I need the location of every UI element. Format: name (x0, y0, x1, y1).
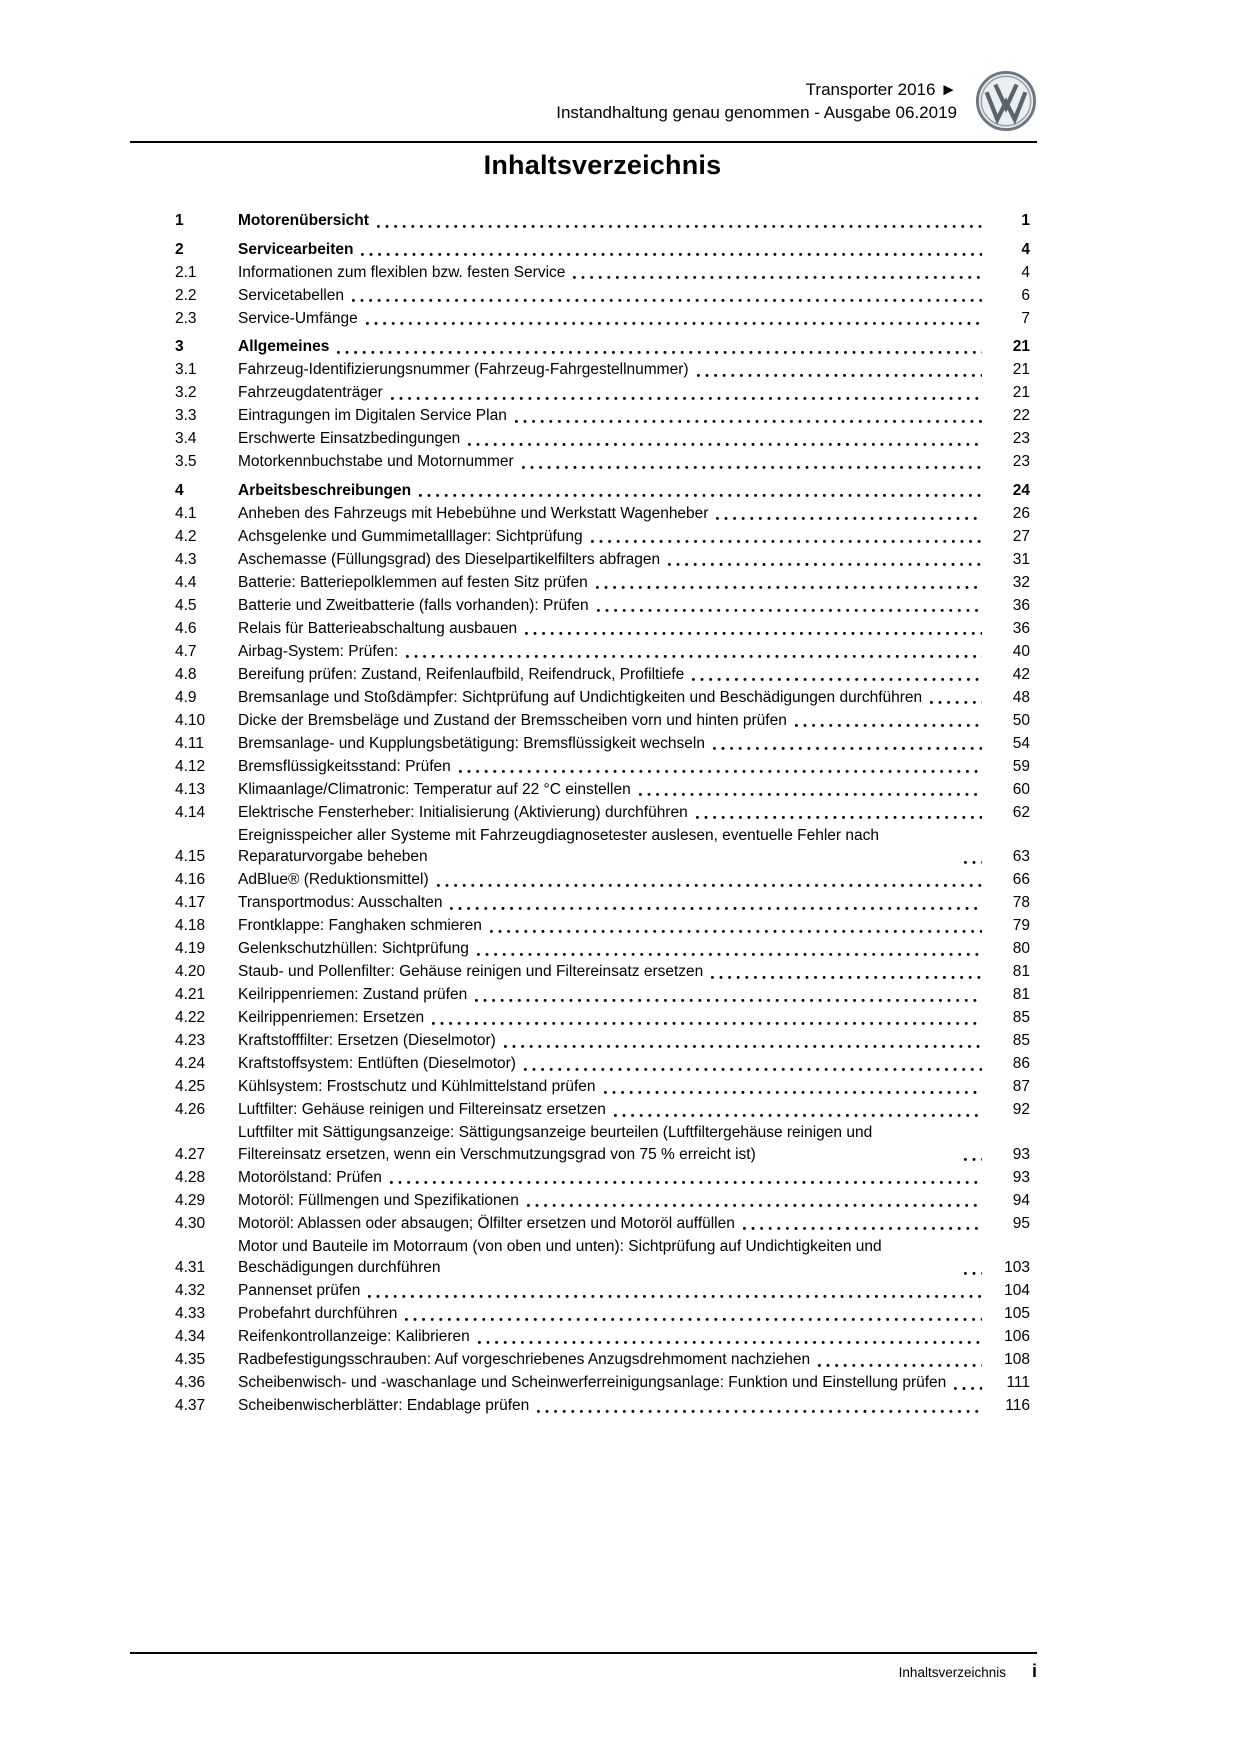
header-model: Transporter 2016 ► (805, 80, 957, 99)
document-header (130, 70, 1037, 132)
toc-row (175, 262, 1030, 284)
toc-entry-page: 104 (1004, 1282, 1030, 1299)
toc-leader-dots (795, 724, 982, 727)
toc-row (175, 428, 1030, 450)
toc-entry-page: 42 (1012, 665, 1030, 683)
toc-entry-title: Bremsflüssigkeitsstand: Prüfen (238, 757, 451, 775)
toc-entry-page: 31 (1012, 550, 1030, 568)
toc-entry-title: Motoröl: Füllmengen und Spezifikationen (238, 1191, 519, 1209)
toc-entry-number: 4.18 (175, 917, 206, 934)
toc-entry-number: 4.30 (175, 1214, 206, 1232)
toc-entry-title: Bereifung prüfen: Zustand, Reifenlaufbild, Reifendruck, Profiltiefe (238, 665, 685, 683)
header-subtitle: Instandhaltung genau genommen - Ausgabe 06.2019 (556, 103, 957, 122)
toc-row (175, 285, 1030, 307)
toc-entry-number: 4.7 (175, 642, 197, 660)
toc-entry-number: 4.8 (175, 665, 197, 683)
toc-row (175, 1326, 1030, 1348)
toc-entry-title: AdBlue® (Reduktionsmittel) (238, 871, 429, 888)
toc-row (175, 405, 1030, 427)
toc-entry-title: Dicke der Bremsbeläge und Zustand der Bremsscheiben vorn und hinten prüfen (238, 711, 787, 729)
toc-entry-page: 93 (1012, 1168, 1030, 1186)
toc-leader-dots (525, 632, 982, 635)
toc-entry-title: Luftfilter: Gehäuse reinigen und Filtereinsatz ersetzen (238, 1101, 606, 1118)
toc-entry-page: 108 (1004, 1351, 1030, 1368)
toc-entry-title: Informationen zum flexiblen bzw. festen Service (238, 263, 566, 281)
toc-leader-dots (573, 276, 982, 279)
toc-entry-title: Keilrippenriemen: Ersetzen (238, 1009, 425, 1026)
toc-entry-title: Luftfilter mit Sättigungsanzeige: Sättigungsanzeige beurteilen (Luftfiltergehäuse reinigen und Filtereinsatz ersetzen, wenn ein Verschmutzungsgrad von 75 % erreicht ist) (238, 1124, 873, 1163)
toc-row (175, 1280, 1030, 1302)
toc-entry-page: 87 (1012, 1078, 1030, 1095)
toc-leader-dots (361, 253, 982, 256)
toc-leader-dots (515, 420, 982, 423)
toc-leader-dots (711, 976, 982, 979)
toc-entry-number: 4.5 (175, 596, 197, 614)
toc-leader-dots (475, 999, 982, 1002)
toc-entry-page: 59 (1012, 757, 1030, 775)
toc-entry-page: 93 (1012, 1145, 1030, 1163)
toc-entry-number: 4.15 (175, 848, 206, 865)
toc-entry-number: 4.16 (175, 871, 206, 888)
toc-leader-dots (537, 1410, 982, 1413)
toc-entry-page: 7 (1021, 309, 1030, 327)
toc-entry-number: 4.22 (175, 1009, 206, 1026)
toc-entry-title: Motorenübersicht (238, 212, 369, 229)
toc-row (175, 1122, 1030, 1165)
toc-entry-number: 4.17 (175, 894, 206, 911)
toc-entry-number: 4.25 (175, 1078, 206, 1095)
toc-entry-page: 4 (1021, 263, 1030, 281)
toc-entry-title: Servicetabellen (238, 286, 344, 304)
toc-row (175, 710, 1030, 732)
toc-entry-page: 24 (1012, 481, 1030, 499)
toc-entry-title: Kraftstoffsystem: Entlüften (Dieselmotor) (238, 1055, 516, 1072)
toc-leader-dots (522, 466, 982, 469)
toc-entry-title: Eintragungen im Digitalen Service Plan (238, 407, 507, 424)
toc-entry-page: 80 (1012, 940, 1030, 957)
toc-row (175, 938, 1030, 960)
toc-entry-number: 4.21 (175, 986, 206, 1003)
toc-leader-dots (468, 443, 982, 446)
toc-entry-number: 4.6 (175, 619, 197, 637)
toc-row (175, 503, 1030, 525)
toc-entry-number: 4.32 (175, 1282, 206, 1299)
toc-entry-page: 111 (1006, 1374, 1030, 1391)
toc-entry-title: Service-Umfänge (238, 309, 358, 327)
toc-entry-number: 3.2 (175, 384, 197, 401)
toc-row (175, 1213, 1030, 1235)
toc-entry-page: 86 (1012, 1055, 1030, 1072)
toc-entry-number: 4.10 (175, 711, 206, 729)
toc-leader-dots (477, 953, 982, 956)
toc-entry-page: 40 (1012, 642, 1030, 660)
toc-list (175, 203, 1030, 1418)
toc-entry-page: 106 (1004, 1328, 1030, 1345)
toc-entry-number: 4.9 (175, 688, 197, 706)
toc-entry-number: 4.19 (175, 940, 206, 957)
toc-entry-page: 36 (1012, 619, 1030, 637)
toc-entry-title: Batterie und Zweitbatterie (falls vorhanden): Prüfen (238, 596, 589, 614)
toc-leader-dots (697, 374, 982, 377)
toc-row (175, 239, 1030, 261)
toc-entry-page: 60 (1012, 780, 1030, 798)
toc-entry-title: Gelenkschutzhüllen: Sichtprüfung (238, 940, 469, 957)
toc-entry-page: 62 (1012, 803, 1030, 821)
toc-row (175, 1030, 1030, 1052)
toc-entry-number: 4.33 (175, 1305, 206, 1322)
toc-leader-dots (716, 517, 982, 520)
toc-leader-dots (604, 1091, 982, 1094)
toc-entry-page: 103 (1004, 1259, 1030, 1276)
toc-entry-number: 4.11 (175, 734, 205, 752)
toc-entry-number: 2 (175, 240, 184, 258)
toc-entry-page: 27 (1012, 527, 1030, 545)
toc-entry-page: 92 (1012, 1101, 1030, 1118)
toc-entry-page: 81 (1012, 963, 1030, 980)
toc-row (175, 1190, 1030, 1212)
toc-row (175, 733, 1030, 755)
toc-entry-number: 4.31 (175, 1259, 206, 1276)
toc-leader-dots (692, 678, 982, 681)
toc-entry-page: 54 (1012, 734, 1030, 752)
toc-entry-page: 116 (1005, 1397, 1030, 1414)
toc-entry-title: Probefahrt durchführen (238, 1305, 398, 1322)
toc-entry-number: 4.26 (175, 1101, 206, 1118)
toc-entry-number: 4.29 (175, 1191, 206, 1209)
toc-row (175, 210, 1030, 232)
toc-entry-page: 22 (1012, 407, 1030, 424)
toc-leader-dots (639, 793, 982, 796)
toc-entry-number: 4.24 (175, 1055, 206, 1072)
toc-leader-dots (459, 770, 982, 773)
toc-entry-title: Arbeitsbeschreibungen (238, 481, 412, 499)
header-divider (130, 141, 1037, 143)
toc-row (175, 572, 1030, 594)
toc-entry-number: 4.36 (175, 1374, 206, 1391)
toc-entry-page: 32 (1012, 573, 1030, 591)
toc-entry-page: 66 (1012, 871, 1030, 888)
toc-leader-dots (478, 1341, 982, 1344)
toc-entry-title: Airbag-System: Prüfen: (238, 642, 399, 660)
toc-entry-title: Keilrippenriemen: Zustand prüfen (238, 986, 468, 1003)
toc-entry-number: 4.34 (175, 1328, 206, 1345)
page-title: Inhaltsverzeichnis (483, 150, 722, 180)
toc-entry-title: Scheibenwischerblätter: Endablage prüfen (238, 1397, 530, 1414)
toc-row (175, 984, 1030, 1006)
toc-leader-dots (504, 1045, 982, 1048)
toc-entry-title: Kraftstofffilter: Ersetzen (Dieselmotor) (238, 1032, 496, 1049)
toc-row (175, 1303, 1030, 1325)
toc-leader-dots (419, 494, 982, 497)
toc-entry-page: 26 (1012, 504, 1030, 522)
toc-entry-title: Klimaanlage/Climatronic: Temperatur auf 22 °C einstellen (238, 780, 631, 798)
toc-leader-dots (964, 1272, 982, 1275)
toc-entry-page: 1 (1021, 212, 1030, 229)
document-footer (130, 1661, 1037, 1682)
toc-row (175, 641, 1030, 663)
toc-row (175, 915, 1030, 937)
footer-label: Inhaltsverzeichnis (898, 1665, 1006, 1680)
toc-row (175, 869, 1030, 891)
toc-entry-number: 2.3 (175, 309, 197, 327)
toc-leader-dots (964, 1158, 982, 1161)
toc-row (175, 595, 1030, 617)
toc-entry-title: Servicearbeiten (238, 240, 354, 258)
toc-row (175, 1007, 1030, 1029)
toc-entry-title: Pannenset prüfen (238, 1282, 361, 1299)
toc-entry-number: 4.23 (175, 1032, 206, 1049)
toc-row (175, 549, 1030, 571)
toc-row (175, 451, 1030, 473)
toc-leader-dots (390, 1181, 982, 1184)
toc-leader-dots (527, 1204, 982, 1207)
toc-leader-dots (366, 322, 982, 325)
toc-row (175, 1372, 1030, 1394)
header-text (556, 70, 957, 124)
toc-entry-title: Motor und Bauteile im Motorraum (von oben und unten): Sichtprüfung auf Undichtigkeiten und Beschädigungen durchführen (238, 1237, 882, 1276)
toc-entry-title: Reifenkontrollanzeige: Kalibrieren (238, 1328, 470, 1345)
toc-leader-dots (377, 225, 982, 228)
toc-row (175, 664, 1030, 686)
toc-entry-page: 23 (1012, 453, 1030, 470)
toc-leader-dots (368, 1295, 982, 1298)
vw-logo-icon (975, 70, 1037, 132)
toc-entry-title: Erschwerte Einsatzbedingungen (238, 430, 461, 447)
toc-leader-dots (591, 540, 982, 543)
toc-row (175, 961, 1030, 983)
toc-leader-dots (954, 1387, 982, 1390)
toc-entry-page: 23 (1012, 430, 1030, 447)
toc-leader-dots (337, 351, 982, 354)
toc-entry-title: Fahrzeug-Identifizierungsnummer (Fahrzeug-Fahrgestellnummer) (238, 361, 689, 378)
toc-row (175, 308, 1030, 330)
toc-entry-number: 4.14 (175, 803, 206, 821)
toc-row (175, 1236, 1030, 1279)
toc-entry-page: 79 (1012, 917, 1030, 934)
toc-row (175, 1076, 1030, 1098)
toc-entry-page: 63 (1012, 848, 1030, 865)
toc-leader-dots (490, 930, 982, 933)
toc-entry-page: 21 (1012, 361, 1030, 378)
toc-row (175, 382, 1030, 404)
toc-entry-page: 36 (1012, 596, 1030, 614)
toc-entry-number: 3.4 (175, 430, 197, 447)
toc-row (175, 1349, 1030, 1371)
toc-entry-title: Frontklappe: Fanghaken schmieren (238, 917, 482, 934)
toc-entry-page: 94 (1012, 1191, 1030, 1209)
toc-entry-title: Transportmodus: Ausschalten (238, 894, 443, 911)
toc-entry-number: 3.3 (175, 407, 197, 424)
toc-row (175, 1167, 1030, 1189)
toc-row (175, 1395, 1030, 1417)
toc-entry-page: 6 (1021, 286, 1030, 304)
toc-leader-dots (964, 861, 982, 864)
toc-entry-page: 4 (1021, 240, 1030, 258)
toc-leader-dots (614, 1114, 982, 1117)
toc-row (175, 756, 1030, 778)
toc-entry-title: Achsgelenke und Gummimetalllager: Sichtprüfung (238, 527, 583, 545)
toc-entry-number: 3.5 (175, 453, 197, 470)
toc-entry-number: 4.27 (175, 1145, 206, 1163)
toc-row (175, 779, 1030, 801)
toc-entry-page: 50 (1012, 711, 1030, 729)
toc-leader-dots (352, 299, 982, 302)
toc-row (175, 802, 1030, 824)
toc-leader-dots (668, 563, 982, 566)
toc-entry-page: 48 (1012, 688, 1030, 706)
toc-leader-dots (524, 1068, 982, 1071)
toc-row (175, 1099, 1030, 1121)
toc-entry-number: 4.35 (175, 1351, 206, 1368)
toc-entry-title: Aschemasse (Füllungsgrad) des Dieselpartikelfilters abfragen (238, 550, 661, 568)
toc-entry-number: 4.12 (175, 757, 206, 775)
toc-entry-title: Radbefestigungsschrauben: Auf vorgeschriebenes Anzugsdrehmoment nachziehen (238, 1351, 811, 1368)
toc-row (175, 1053, 1030, 1075)
toc-leader-dots (596, 586, 982, 589)
toc-row (175, 359, 1030, 381)
toc-entry-title: Relais für Batterieabschaltung ausbauen (238, 619, 518, 637)
toc-entry-number: 4.3 (175, 550, 197, 568)
toc-row (175, 892, 1030, 914)
toc-entry-title: Elektrische Fensterheber: Initialisierung (Aktivierung) durchführen (238, 803, 688, 821)
toc-entry-number: 4.4 (175, 573, 197, 591)
toc-row (175, 618, 1030, 640)
toc-leader-dots (432, 1022, 982, 1025)
toc-entry-number: 4 (175, 481, 184, 499)
toc-entry-number: 4.20 (175, 963, 206, 980)
toc-entry-number: 1 (175, 212, 184, 229)
toc-entry-title: Batterie: Batteriepolklemmen auf festen Sitz prüfen (238, 573, 588, 591)
toc-entry-number: 4.28 (175, 1168, 206, 1186)
toc-entry-number: 2.2 (175, 286, 197, 304)
toc-entry-title: Bremsanlage- und Kupplungsbetätigung: Bremsflüssigkeit wechseln (238, 734, 705, 752)
toc-leader-dots (437, 884, 982, 887)
toc-leader-dots (713, 747, 982, 750)
toc-entry-number: 3.1 (175, 361, 197, 378)
toc-entry-title: Staub- und Pollenfilter: Gehäuse reinigen und Filtereinsatz ersetzen (238, 963, 704, 980)
toc-entry-title: Motoröl: Ablassen oder absaugen; Ölfilter ersetzen und Motoröl auffüllen (238, 1214, 735, 1232)
toc-entry-title: Motorkennbuchstabe und Motornummer (238, 453, 514, 470)
toc-entry-title: Allgemeines (238, 338, 330, 355)
toc-entry-title: Scheibenwisch- und -waschanlage und Scheinwerferreinigungsanlage: Funktion und Einstellung prüfen (238, 1374, 947, 1391)
toc-leader-dots (406, 655, 982, 658)
toc-entry-title: Motorölstand: Prüfen (238, 1168, 382, 1186)
toc-entry-number: 3 (175, 338, 184, 355)
toc-entry-title: Fahrzeugdatenträger (238, 384, 383, 401)
toc-row (175, 336, 1030, 358)
toc-entry-title: Bremsanlage und Stoßdämpfer: Sichtprüfung auf Undichtigkeiten und Beschädigungen durchführen (238, 688, 923, 706)
toc-leader-dots (597, 609, 982, 612)
toc-leader-dots (405, 1318, 982, 1321)
toc-row (175, 687, 1030, 709)
toc-entry-page: 85 (1012, 1032, 1030, 1049)
toc-leader-dots (696, 816, 982, 819)
toc-entry-page: 85 (1012, 1009, 1030, 1026)
toc-entry-title: Anheben des Fahrzeugs mit Hebebühne und Werkstatt Wagenheber (238, 504, 709, 522)
toc-entry-number: 4.2 (175, 527, 197, 545)
toc-entry-number: 4.13 (175, 780, 206, 798)
toc-leader-dots (391, 397, 982, 400)
toc-entry-page: 95 (1012, 1214, 1030, 1232)
toc-leader-dots (743, 1227, 982, 1230)
toc-leader-dots (930, 701, 982, 704)
toc-entry-page: 21 (1012, 384, 1030, 401)
toc-entry-title: Kühlsystem: Frostschutz und Kühlmittelstand prüfen (238, 1078, 596, 1095)
toc-leader-dots (450, 907, 982, 910)
toc-entry-page: 21 (1012, 338, 1030, 355)
toc-entry-number: 4.37 (175, 1397, 206, 1414)
toc-entry-page: 78 (1012, 894, 1030, 911)
footer-page-number: i (1031, 1661, 1037, 1681)
toc-row (175, 526, 1030, 548)
toc-entry-number: 2.1 (175, 263, 197, 281)
toc-row (175, 825, 1030, 868)
footer-divider (130, 1652, 1037, 1654)
toc-leader-dots (818, 1364, 982, 1367)
toc-entry-page: 81 (1012, 986, 1030, 1003)
toc-row (175, 480, 1030, 502)
toc-entry-title: Ereignisspeicher aller Systeme mit Fahrzeugdiagnosetester auslesen, eventuelle Fehler nach Reparaturvorgabe beheben (238, 826, 880, 865)
toc-entry-number: 4.1 (175, 504, 197, 522)
toc-entry-page: 105 (1004, 1305, 1030, 1322)
